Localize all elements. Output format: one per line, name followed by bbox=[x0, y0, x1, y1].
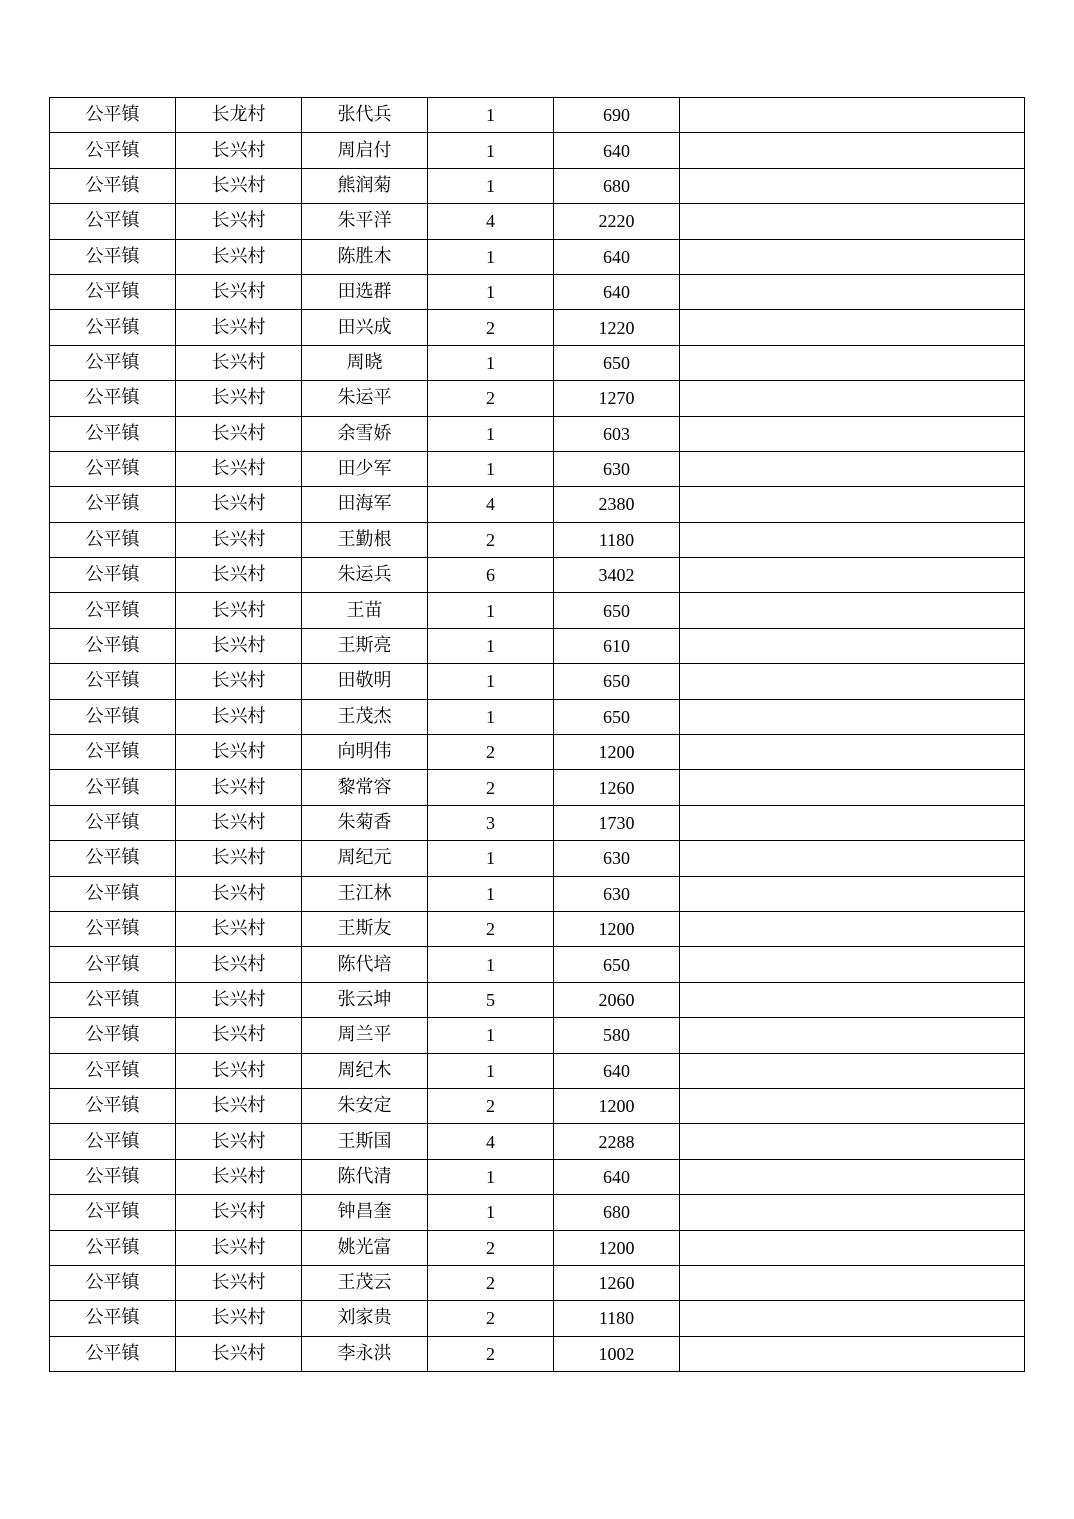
count-cell: 2 bbox=[428, 1301, 554, 1336]
table-row bbox=[50, 168, 1025, 203]
town-cell: 公平镇 bbox=[50, 947, 176, 982]
town-cell: 公平镇 bbox=[50, 274, 176, 309]
name-cell: 张代兵 bbox=[302, 98, 428, 133]
amount-cell: 650 bbox=[554, 664, 680, 699]
village-cell: 长兴村 bbox=[176, 947, 302, 982]
note-cell bbox=[680, 1018, 1025, 1053]
name-cell: 向明伟 bbox=[302, 735, 428, 770]
town-cell: 公平镇 bbox=[50, 381, 176, 416]
table-row bbox=[50, 735, 1025, 770]
village-cell: 长兴村 bbox=[176, 805, 302, 840]
village-cell: 长兴村 bbox=[176, 735, 302, 770]
town-cell: 公平镇 bbox=[50, 628, 176, 663]
table-row bbox=[50, 1124, 1025, 1159]
count-cell: 2 bbox=[428, 381, 554, 416]
table-row bbox=[50, 204, 1025, 239]
village-cell: 长兴村 bbox=[176, 310, 302, 345]
table-row bbox=[50, 239, 1025, 274]
table-row bbox=[50, 911, 1025, 946]
amount-cell: 1200 bbox=[554, 911, 680, 946]
town-cell: 公平镇 bbox=[50, 1195, 176, 1230]
town-cell: 公平镇 bbox=[50, 1088, 176, 1123]
table-row bbox=[50, 274, 1025, 309]
note-cell bbox=[680, 1124, 1025, 1159]
town-cell: 公平镇 bbox=[50, 310, 176, 345]
name-cell: 余雪娇 bbox=[302, 416, 428, 451]
amount-cell: 1200 bbox=[554, 735, 680, 770]
name-cell: 周纪木 bbox=[302, 1053, 428, 1088]
count-cell: 2 bbox=[428, 1265, 554, 1300]
amount-cell: 3402 bbox=[554, 558, 680, 593]
count-cell: 3 bbox=[428, 805, 554, 840]
note-cell bbox=[680, 735, 1025, 770]
amount-cell: 1200 bbox=[554, 1230, 680, 1265]
village-cell: 长兴村 bbox=[176, 416, 302, 451]
note-cell bbox=[680, 770, 1025, 805]
amount-cell: 650 bbox=[554, 947, 680, 982]
count-cell: 1 bbox=[428, 416, 554, 451]
table-row bbox=[50, 98, 1025, 133]
note-cell bbox=[680, 274, 1025, 309]
town-cell: 公平镇 bbox=[50, 451, 176, 486]
town-cell: 公平镇 bbox=[50, 841, 176, 876]
amount-cell: 2288 bbox=[554, 1124, 680, 1159]
table-row bbox=[50, 1159, 1025, 1194]
village-cell: 长兴村 bbox=[176, 1195, 302, 1230]
note-cell bbox=[680, 310, 1025, 345]
name-cell: 陈代清 bbox=[302, 1159, 428, 1194]
town-cell: 公平镇 bbox=[50, 1230, 176, 1265]
data-table bbox=[49, 97, 1025, 1372]
table-row bbox=[50, 1088, 1025, 1123]
name-cell: 陈胜木 bbox=[302, 239, 428, 274]
count-cell: 1 bbox=[428, 1018, 554, 1053]
town-cell: 公平镇 bbox=[50, 487, 176, 522]
name-cell: 朱运平 bbox=[302, 381, 428, 416]
count-cell: 1 bbox=[428, 947, 554, 982]
town-cell: 公平镇 bbox=[50, 239, 176, 274]
table-row bbox=[50, 1018, 1025, 1053]
amount-cell: 1270 bbox=[554, 381, 680, 416]
name-cell: 王江林 bbox=[302, 876, 428, 911]
note-cell bbox=[680, 381, 1025, 416]
amount-cell: 680 bbox=[554, 1195, 680, 1230]
table-row bbox=[50, 345, 1025, 380]
amount-cell: 650 bbox=[554, 593, 680, 628]
town-cell: 公平镇 bbox=[50, 168, 176, 203]
village-cell: 长兴村 bbox=[176, 487, 302, 522]
count-cell: 4 bbox=[428, 1124, 554, 1159]
village-cell: 长兴村 bbox=[176, 628, 302, 663]
name-cell: 陈代培 bbox=[302, 947, 428, 982]
count-cell: 1 bbox=[428, 451, 554, 486]
town-cell: 公平镇 bbox=[50, 1124, 176, 1159]
village-cell: 长兴村 bbox=[176, 699, 302, 734]
count-cell: 1 bbox=[428, 841, 554, 876]
town-cell: 公平镇 bbox=[50, 805, 176, 840]
amount-cell: 680 bbox=[554, 168, 680, 203]
village-cell: 长兴村 bbox=[176, 593, 302, 628]
table-row bbox=[50, 947, 1025, 982]
note-cell bbox=[680, 133, 1025, 168]
village-cell: 长兴村 bbox=[176, 1018, 302, 1053]
amount-cell: 1730 bbox=[554, 805, 680, 840]
name-cell: 周纪元 bbox=[302, 841, 428, 876]
amount-cell: 630 bbox=[554, 876, 680, 911]
note-cell bbox=[680, 416, 1025, 451]
note-cell bbox=[680, 204, 1025, 239]
name-cell: 田海军 bbox=[302, 487, 428, 522]
village-cell: 长兴村 bbox=[176, 982, 302, 1017]
amount-cell: 1180 bbox=[554, 1301, 680, 1336]
amount-cell: 2220 bbox=[554, 204, 680, 239]
town-cell: 公平镇 bbox=[50, 699, 176, 734]
town-cell: 公平镇 bbox=[50, 98, 176, 133]
village-cell: 长兴村 bbox=[176, 911, 302, 946]
note-cell bbox=[680, 345, 1025, 380]
amount-cell: 630 bbox=[554, 451, 680, 486]
amount-cell: 650 bbox=[554, 345, 680, 380]
note-cell bbox=[680, 911, 1025, 946]
note-cell bbox=[680, 487, 1025, 522]
village-cell: 长兴村 bbox=[176, 1265, 302, 1300]
table-row bbox=[50, 522, 1025, 557]
note-cell bbox=[680, 664, 1025, 699]
village-cell: 长兴村 bbox=[176, 1230, 302, 1265]
table-row bbox=[50, 982, 1025, 1017]
amount-cell: 1220 bbox=[554, 310, 680, 345]
count-cell: 1 bbox=[428, 274, 554, 309]
village-cell: 长兴村 bbox=[176, 1088, 302, 1123]
amount-cell: 640 bbox=[554, 133, 680, 168]
amount-cell: 1260 bbox=[554, 770, 680, 805]
note-cell bbox=[680, 1088, 1025, 1123]
town-cell: 公平镇 bbox=[50, 664, 176, 699]
village-cell: 长兴村 bbox=[176, 274, 302, 309]
name-cell: 周启付 bbox=[302, 133, 428, 168]
note-cell bbox=[680, 982, 1025, 1017]
name-cell: 王斯友 bbox=[302, 911, 428, 946]
town-cell: 公平镇 bbox=[50, 558, 176, 593]
count-cell: 1 bbox=[428, 98, 554, 133]
count-cell: 2 bbox=[428, 310, 554, 345]
amount-cell: 603 bbox=[554, 416, 680, 451]
count-cell: 2 bbox=[428, 1230, 554, 1265]
count-cell: 1 bbox=[428, 593, 554, 628]
table-row bbox=[50, 310, 1025, 345]
village-cell: 长兴村 bbox=[176, 345, 302, 380]
note-cell bbox=[680, 1159, 1025, 1194]
town-cell: 公平镇 bbox=[50, 770, 176, 805]
amount-cell: 1180 bbox=[554, 522, 680, 557]
village-cell: 长兴村 bbox=[176, 168, 302, 203]
table-row bbox=[50, 699, 1025, 734]
village-cell: 长兴村 bbox=[176, 239, 302, 274]
village-cell: 长兴村 bbox=[176, 1159, 302, 1194]
amount-cell: 1260 bbox=[554, 1265, 680, 1300]
table-row bbox=[50, 628, 1025, 663]
note-cell bbox=[680, 1230, 1025, 1265]
note-cell bbox=[680, 628, 1025, 663]
amount-cell: 580 bbox=[554, 1018, 680, 1053]
amount-cell: 2380 bbox=[554, 487, 680, 522]
count-cell: 5 bbox=[428, 982, 554, 1017]
town-cell: 公平镇 bbox=[50, 1336, 176, 1371]
town-cell: 公平镇 bbox=[50, 133, 176, 168]
count-cell: 2 bbox=[428, 770, 554, 805]
table-row bbox=[50, 381, 1025, 416]
amount-cell: 610 bbox=[554, 628, 680, 663]
name-cell: 朱运兵 bbox=[302, 558, 428, 593]
count-cell: 1 bbox=[428, 1053, 554, 1088]
note-cell bbox=[680, 876, 1025, 911]
name-cell: 王斯国 bbox=[302, 1124, 428, 1159]
village-cell: 长兴村 bbox=[176, 558, 302, 593]
note-cell bbox=[680, 98, 1025, 133]
count-cell: 1 bbox=[428, 664, 554, 699]
count-cell: 1 bbox=[428, 1159, 554, 1194]
count-cell: 2 bbox=[428, 911, 554, 946]
count-cell: 2 bbox=[428, 1336, 554, 1371]
table-row bbox=[50, 416, 1025, 451]
note-cell bbox=[680, 841, 1025, 876]
note-cell bbox=[680, 1195, 1025, 1230]
amount-cell: 1002 bbox=[554, 1336, 680, 1371]
table-row bbox=[50, 805, 1025, 840]
amount-cell: 1200 bbox=[554, 1088, 680, 1123]
table-body bbox=[50, 98, 1025, 1372]
table-row bbox=[50, 1053, 1025, 1088]
village-cell: 长兴村 bbox=[176, 876, 302, 911]
table-row bbox=[50, 558, 1025, 593]
village-cell: 长兴村 bbox=[176, 381, 302, 416]
note-cell bbox=[680, 947, 1025, 982]
village-cell: 长兴村 bbox=[176, 1124, 302, 1159]
count-cell: 1 bbox=[428, 168, 554, 203]
note-cell bbox=[680, 558, 1025, 593]
table-row bbox=[50, 841, 1025, 876]
table-row bbox=[50, 133, 1025, 168]
town-cell: 公平镇 bbox=[50, 1301, 176, 1336]
town-cell: 公平镇 bbox=[50, 1018, 176, 1053]
name-cell: 周晓 bbox=[302, 345, 428, 380]
town-cell: 公平镇 bbox=[50, 876, 176, 911]
town-cell: 公平镇 bbox=[50, 735, 176, 770]
amount-cell: 640 bbox=[554, 1159, 680, 1194]
count-cell: 1 bbox=[428, 133, 554, 168]
name-cell: 周兰平 bbox=[302, 1018, 428, 1053]
table-row bbox=[50, 770, 1025, 805]
note-cell bbox=[680, 1053, 1025, 1088]
note-cell bbox=[680, 168, 1025, 203]
count-cell: 6 bbox=[428, 558, 554, 593]
name-cell: 朱菊香 bbox=[302, 805, 428, 840]
town-cell: 公平镇 bbox=[50, 416, 176, 451]
amount-cell: 690 bbox=[554, 98, 680, 133]
table-row bbox=[50, 487, 1025, 522]
name-cell: 田选群 bbox=[302, 274, 428, 309]
amount-cell: 650 bbox=[554, 699, 680, 734]
table-row bbox=[50, 593, 1025, 628]
table-row bbox=[50, 451, 1025, 486]
count-cell: 1 bbox=[428, 876, 554, 911]
town-cell: 公平镇 bbox=[50, 1159, 176, 1194]
village-cell: 长兴村 bbox=[176, 1336, 302, 1371]
note-cell bbox=[680, 1336, 1025, 1371]
name-cell: 王勤根 bbox=[302, 522, 428, 557]
count-cell: 1 bbox=[428, 1195, 554, 1230]
town-cell: 公平镇 bbox=[50, 1053, 176, 1088]
count-cell: 4 bbox=[428, 204, 554, 239]
note-cell bbox=[680, 805, 1025, 840]
amount-cell: 640 bbox=[554, 239, 680, 274]
count-cell: 4 bbox=[428, 487, 554, 522]
village-cell: 长兴村 bbox=[176, 1301, 302, 1336]
name-cell: 刘家贵 bbox=[302, 1301, 428, 1336]
note-cell bbox=[680, 699, 1025, 734]
count-cell: 1 bbox=[428, 628, 554, 663]
table-row bbox=[50, 1195, 1025, 1230]
amount-cell: 630 bbox=[554, 841, 680, 876]
name-cell: 田少军 bbox=[302, 451, 428, 486]
village-cell: 长兴村 bbox=[176, 664, 302, 699]
name-cell: 王茂云 bbox=[302, 1265, 428, 1300]
name-cell: 田敬明 bbox=[302, 664, 428, 699]
count-cell: 1 bbox=[428, 699, 554, 734]
table-row bbox=[50, 1336, 1025, 1371]
town-cell: 公平镇 bbox=[50, 982, 176, 1017]
town-cell: 公平镇 bbox=[50, 1265, 176, 1300]
count-cell: 2 bbox=[428, 735, 554, 770]
note-cell bbox=[680, 451, 1025, 486]
table-row bbox=[50, 876, 1025, 911]
town-cell: 公平镇 bbox=[50, 911, 176, 946]
name-cell: 张云坤 bbox=[302, 982, 428, 1017]
name-cell: 黎常容 bbox=[302, 770, 428, 805]
village-cell: 长兴村 bbox=[176, 522, 302, 557]
village-cell: 长兴村 bbox=[176, 204, 302, 239]
table-row bbox=[50, 1301, 1025, 1336]
note-cell bbox=[680, 1301, 1025, 1336]
village-cell: 长龙村 bbox=[176, 98, 302, 133]
amount-cell: 640 bbox=[554, 274, 680, 309]
village-cell: 长兴村 bbox=[176, 841, 302, 876]
count-cell: 2 bbox=[428, 522, 554, 557]
name-cell: 钟昌奎 bbox=[302, 1195, 428, 1230]
village-cell: 长兴村 bbox=[176, 770, 302, 805]
name-cell: 王斯亮 bbox=[302, 628, 428, 663]
note-cell bbox=[680, 1265, 1025, 1300]
town-cell: 公平镇 bbox=[50, 522, 176, 557]
name-cell: 熊润菊 bbox=[302, 168, 428, 203]
name-cell: 田兴成 bbox=[302, 310, 428, 345]
town-cell: 公平镇 bbox=[50, 204, 176, 239]
name-cell: 王茂杰 bbox=[302, 699, 428, 734]
note-cell bbox=[680, 522, 1025, 557]
table-row bbox=[50, 1265, 1025, 1300]
name-cell: 朱平洋 bbox=[302, 204, 428, 239]
amount-cell: 2060 bbox=[554, 982, 680, 1017]
village-cell: 长兴村 bbox=[176, 133, 302, 168]
village-cell: 长兴村 bbox=[176, 1053, 302, 1088]
name-cell: 王苗 bbox=[302, 593, 428, 628]
count-cell: 2 bbox=[428, 1088, 554, 1123]
note-cell bbox=[680, 593, 1025, 628]
table-row bbox=[50, 664, 1025, 699]
name-cell: 朱安定 bbox=[302, 1088, 428, 1123]
name-cell: 姚光富 bbox=[302, 1230, 428, 1265]
village-cell: 长兴村 bbox=[176, 451, 302, 486]
count-cell: 1 bbox=[428, 239, 554, 274]
amount-cell: 640 bbox=[554, 1053, 680, 1088]
town-cell: 公平镇 bbox=[50, 345, 176, 380]
name-cell: 李永洪 bbox=[302, 1336, 428, 1371]
town-cell: 公平镇 bbox=[50, 593, 176, 628]
count-cell: 1 bbox=[428, 345, 554, 380]
note-cell bbox=[680, 239, 1025, 274]
table-row bbox=[50, 1230, 1025, 1265]
